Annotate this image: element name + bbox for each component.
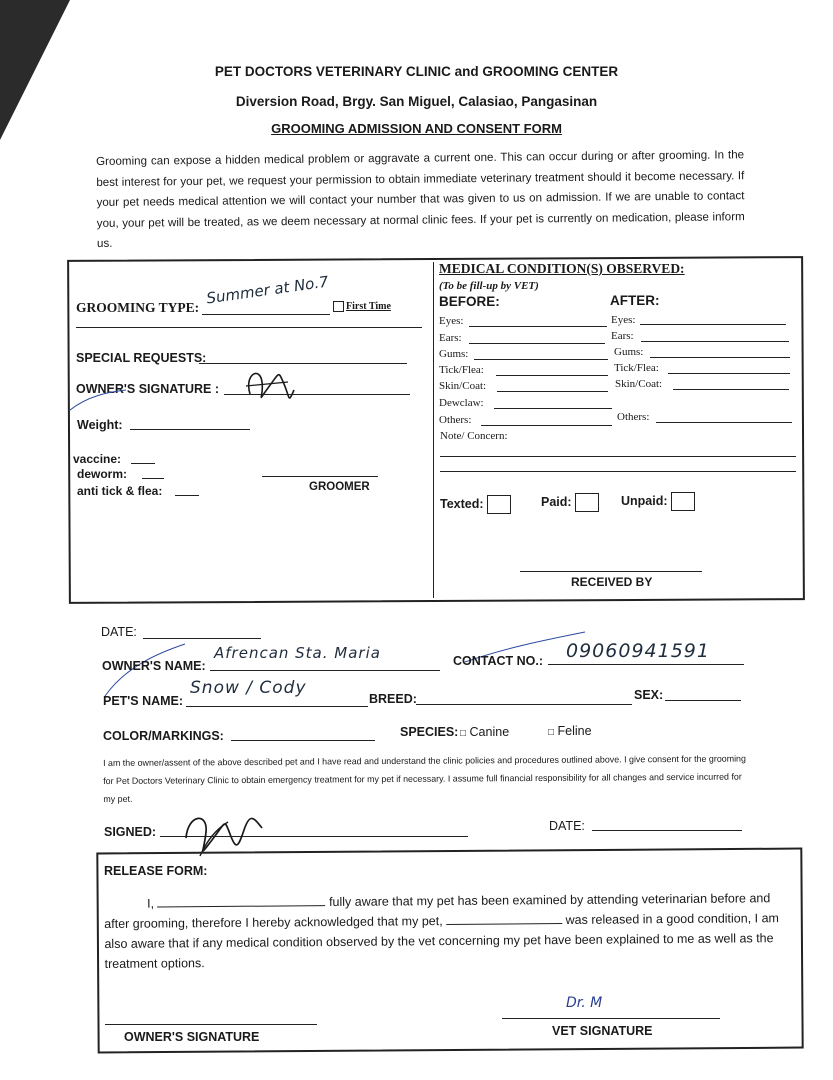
breed-label: BREED: xyxy=(369,692,417,706)
before-others-line[interactable] xyxy=(481,425,612,426)
before-skin-line[interactable] xyxy=(497,391,608,392)
before-label: BEFORE: xyxy=(439,294,500,309)
feline-option[interactable] xyxy=(548,724,592,738)
signed-label: SIGNED: xyxy=(104,825,157,839)
owner-signature-scribble xyxy=(238,364,298,410)
after-eyes-label: Eyes: xyxy=(611,314,636,326)
date-label: DATE: xyxy=(101,625,137,639)
texted-label: Texted xyxy=(440,496,480,511)
vaccine-line[interactable] xyxy=(131,463,155,464)
release-owner-signature-label: OWNER'S SIGNATURE xyxy=(124,1030,260,1044)
before-ears-label: Ears: xyxy=(439,332,462,344)
paid-checkbox[interactable] xyxy=(575,493,599,512)
before-skin-label: Skin/Coat: xyxy=(439,380,487,392)
release-text-2: was released in a good condition, I am also aware that if any medical condition observed by the vet concerning my pet have been explained to me as well as the treatment options. xyxy=(104,911,779,971)
canine-label: Canine xyxy=(469,725,510,739)
sex-label: SEX: xyxy=(634,688,664,702)
sex-line[interactable] xyxy=(665,700,741,701)
grooming-type-line-2 xyxy=(76,327,422,328)
intro-paragraph: Grooming can expose a hidden medical problem or aggravate a current one. This can occur during or after grooming. In the best interest for your pet, we request your permission to obtain immediate veterinary treatment should it become necessary. If your pet needs medical attention we will contact your number that was given to us on admission. If we are unable to contact you, your pet will be treated, as we deem necessary at normal clinic fees. If your pet is currently on medication, please inform us. xyxy=(96,148,745,250)
pet-name-line[interactable] xyxy=(186,706,368,707)
release-text-1: fully aware that my pet has been examined by attending veterinarian before and after grooming, therefore I hereby acknowledged that my pet, xyxy=(104,891,771,931)
deworm-line[interactable] xyxy=(142,478,164,479)
before-ears-line[interactable] xyxy=(469,343,605,344)
after-gums-line[interactable] xyxy=(650,357,790,358)
color-markings-line[interactable] xyxy=(231,740,375,741)
grooming-type-line xyxy=(202,314,330,315)
after-gums-label: Gums: xyxy=(614,346,644,358)
unpaid-label: Unpaid xyxy=(621,493,664,508)
after-tick-line[interactable] xyxy=(668,373,790,374)
pen-stroke-mark xyxy=(68,386,128,416)
received-by-line[interactable] xyxy=(520,571,702,572)
grooming-type-label: GROOMING TYPE: xyxy=(76,300,200,315)
release-paragraph xyxy=(104,888,799,974)
antitick-line[interactable] xyxy=(175,495,199,496)
texted-checkbox[interactable] xyxy=(487,495,511,514)
before-eyes-line[interactable] xyxy=(469,326,607,327)
special-requests-label: SPECIAL REQUESTS: xyxy=(76,351,207,365)
form-title: GROOMING ADMISSION AND CONSENT FORM xyxy=(271,121,562,136)
after-eyes-line[interactable] xyxy=(640,324,786,325)
deworm-label: deworm: xyxy=(77,467,128,481)
feline-label: Feline xyxy=(557,724,592,738)
pet-name-value[interactable]: Snow / Cody xyxy=(190,678,307,698)
consent-paragraph xyxy=(103,749,753,808)
weight-label: Weight: xyxy=(77,418,123,432)
vet-signature-label: VET SIGNATURE xyxy=(552,1024,653,1038)
note-label: Note/ Concern: xyxy=(440,430,508,442)
box-divider xyxy=(433,262,434,598)
medical-title: MEDICAL CONDITION(S) OBSERVED: xyxy=(439,261,685,276)
first-time-checkbox[interactable] xyxy=(333,301,391,312)
special-requests-line[interactable] xyxy=(199,363,407,364)
release-owner-name-line[interactable] xyxy=(157,893,325,907)
clinic-address: Diversion Road, Brgy. San Miguel, Calasiao, Pangasinan xyxy=(235,94,598,109)
after-skin-label: Skin/Coat: xyxy=(615,378,663,390)
after-others-label: Others: xyxy=(617,411,650,423)
breed-line[interactable] xyxy=(416,704,632,705)
antitick-label: anti tick & flea: xyxy=(77,484,163,498)
consent-text: I am the owner/assent of the above described pet and I have read and understand the clinic policies and procedures outlined above. I give consent for the grooming for Pet Doctors Veterinary Clinic to obtain emergency treatment for my pet if necessary. I assume full financial responsibility for all changes and service incurred for my pet. xyxy=(103,753,746,804)
first-time-label: First Time xyxy=(346,301,391,312)
before-tick-label: Tick/Flea: xyxy=(439,364,484,376)
owner-name-value[interactable]: Afrencan Sta. Maria xyxy=(214,644,381,662)
owner-name-label: OWNER'S NAME: xyxy=(102,659,206,673)
owner-name-line[interactable] xyxy=(210,670,440,671)
vet-initials: Dr. M xyxy=(566,995,603,1011)
received-by-label: RECEIVED BY xyxy=(571,575,653,589)
unpaid-field[interactable]: Unpaid: xyxy=(621,492,695,511)
checkbox-icon[interactable]: □ xyxy=(460,728,467,739)
before-dewclaw-label: Dewclaw: xyxy=(439,397,484,409)
after-skin-line[interactable] xyxy=(673,389,789,390)
texted-field[interactable]: Texted: xyxy=(440,495,511,514)
pet-name-label: PET'S NAME: xyxy=(103,694,184,708)
owner-signature-label: OWNER'S SIGNATURE : xyxy=(76,382,220,396)
before-gums-label: Gums: xyxy=(439,348,469,360)
contact-value[interactable]: 09060941591 xyxy=(566,640,710,662)
release-pet-name-line[interactable] xyxy=(446,911,562,925)
after-tick-label: Tick/Flea: xyxy=(614,362,659,374)
after-label: AFTER: xyxy=(610,293,660,308)
weight-line[interactable] xyxy=(130,429,250,430)
release-owner-signature-line[interactable] xyxy=(105,1024,317,1025)
groomer-line[interactable] xyxy=(262,476,378,477)
canine-option[interactable] xyxy=(460,725,509,739)
consent-date-label: DATE: xyxy=(549,819,585,833)
after-ears-label: Ears: xyxy=(611,330,634,342)
grooming-type-value[interactable]: Summer at No.7 xyxy=(205,272,330,308)
paid-field[interactable]: Paid: xyxy=(541,493,599,512)
before-gums-line[interactable] xyxy=(474,359,608,360)
note-line-2[interactable] xyxy=(440,471,796,472)
groomer-label: GROOMER xyxy=(309,481,370,493)
unpaid-checkbox[interactable] xyxy=(671,492,695,511)
medical-subtitle: (To be fill-up by VET) xyxy=(439,280,539,292)
contact-label: CONTACT NO.: xyxy=(453,654,544,668)
vaccine-label: vaccine: xyxy=(73,452,122,466)
vet-signature-line[interactable] xyxy=(502,1018,720,1019)
note-line-1[interactable] xyxy=(440,456,796,457)
release-i: I, xyxy=(147,896,155,911)
contact-line[interactable] xyxy=(548,664,744,665)
paid-label: Paid xyxy=(541,494,568,509)
before-others-label: Others: xyxy=(439,414,472,426)
checkbox-icon[interactable] xyxy=(333,301,344,312)
release-title: RELEASE FORM: xyxy=(104,864,208,878)
after-others-line[interactable] xyxy=(656,422,792,423)
before-eyes-label: Eyes: xyxy=(439,315,464,327)
before-tick-line[interactable] xyxy=(496,375,608,376)
color-markings-label: COLOR/MARKINGS: xyxy=(103,729,224,743)
species-label: SPECIES: xyxy=(400,725,459,739)
after-ears-line[interactable] xyxy=(641,341,789,342)
before-dewclaw-line[interactable] xyxy=(494,408,612,409)
consent-date-line[interactable] xyxy=(592,830,742,831)
clinic-name: PET DOCTORS VETERINARY CLINIC and GROOMING CENTER xyxy=(214,64,619,79)
checkbox-icon[interactable]: □ xyxy=(548,727,555,738)
